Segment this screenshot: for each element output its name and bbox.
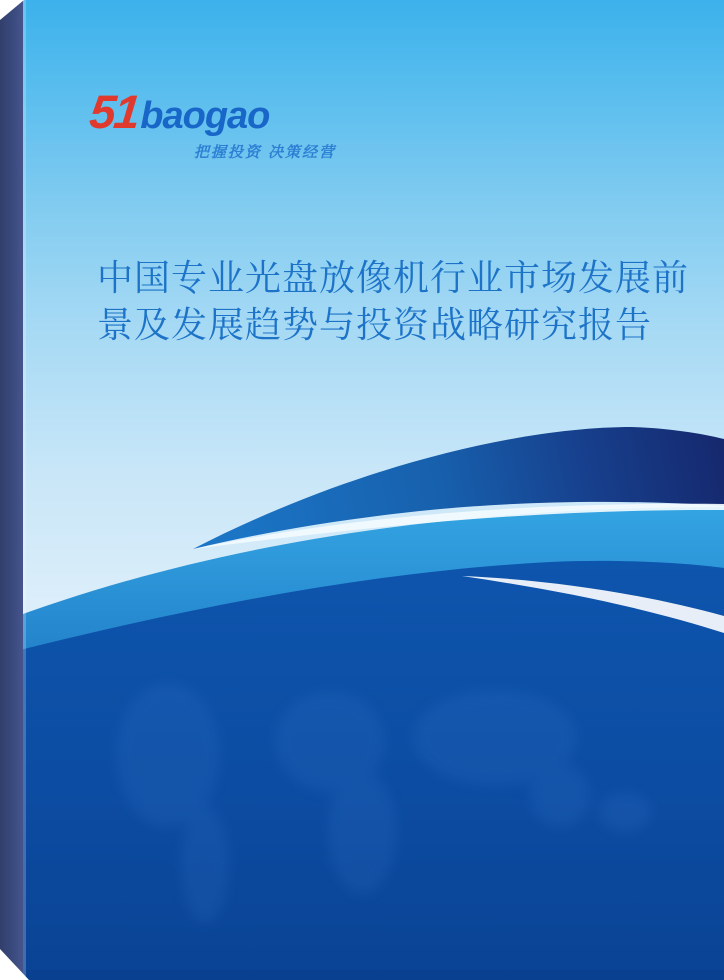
bottom-strip xyxy=(0,970,724,980)
logo-51-mark: 51 xyxy=(87,85,142,138)
logo xyxy=(87,85,350,162)
report-title-line-1: 中国专业光盘放像机行业市场发展前 xyxy=(97,257,690,298)
report-title xyxy=(97,254,690,348)
report-title-line-2: 景及发展趋势与投资战略研究报告 xyxy=(97,304,653,345)
logo-tagline: 把握投资 决策经营 xyxy=(193,144,336,161)
page-edge-highlight xyxy=(23,0,26,980)
logo-wordmark xyxy=(87,85,350,138)
logo-baogao-text: baogao xyxy=(140,95,270,137)
book-spine xyxy=(0,0,23,980)
